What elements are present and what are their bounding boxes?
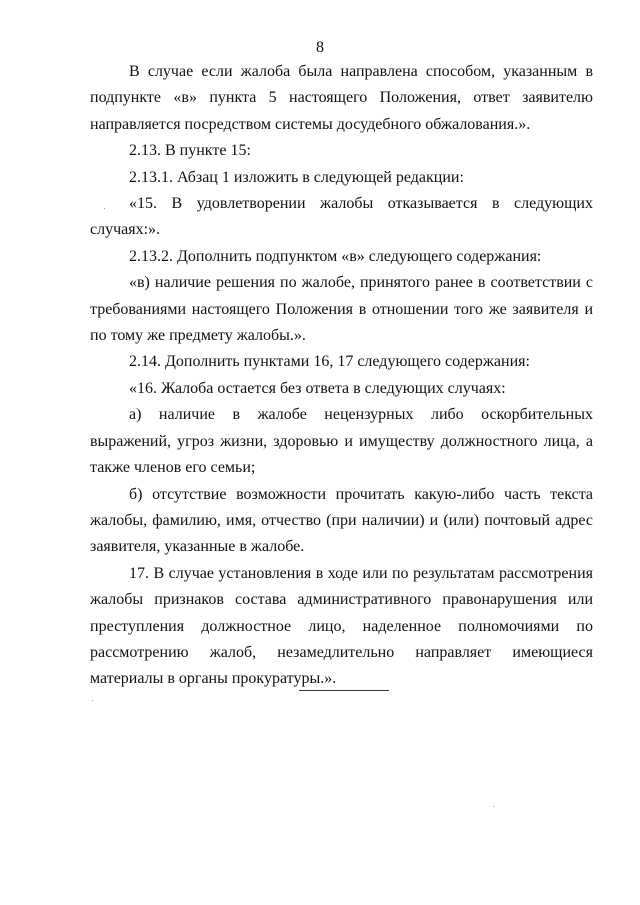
paragraph-subitem-b: б) отсутствие возможности прочитать какую-либо часть текста жалобы, фамилию, имя, отчество (при наличии) и (или) почтовый адрес заявителя, указанные в жалобе. <box>90 485 593 556</box>
end-of-text-rule <box>299 690 389 691</box>
paragraph-item-17: 17. В случае установления в ходе или по результатам рассмотрения жалобы признаков состава административного правонарушения или преступления должностное лицо, наделенное полномочиями по рассмотрению жалоб, незамедлительно направляет имеющиеся материалы в органы прокуратуры.». <box>90 564 593 688</box>
scan-speck <box>493 806 494 807</box>
paragraph-subitem-a: а) наличие в жалобе нецензурных либо оскорбительных выражений, угроз жизни, здоровью и имуществу должностного лица, а также членов его семьи; <box>90 406 593 477</box>
paragraph-2-13-2: 2.13.2. Дополнить подпунктом «в» следующего содержания: <box>129 247 542 265</box>
paragraph-2-13: 2.13. В пункте 15: <box>129 142 251 160</box>
paragraph-subitem-v: «в) наличие решения по жалобе, принятого ранее в соответствии с требованиями настоящего Положения в отношении того же заявителя и по тому же предмету жалобы.». <box>90 274 593 345</box>
paragraph-response-method: В случае если жалоба была направлена способом, указанным в подпункте «в» пункта 5 настоящего Положения, ответ заявителю направляется посредством системы досудебного обжалования.». <box>90 63 593 133</box>
scan-speck <box>92 700 93 701</box>
paragraph-2-13-1: 2.13.1. Абзац 1 изложить в следующей редакции: <box>129 168 464 186</box>
page-number: 8 <box>316 39 324 56</box>
scan-speck <box>104 208 105 209</box>
paragraph-2-14: 2.14. Дополнить пунктами 16, 17 следующего содержания: <box>129 353 530 371</box>
paragraph-item-16: «16. Жалоба остается без ответа в следующих случаях: <box>129 379 506 397</box>
paragraph-item-15: «15. В удовлетворении жалобы отказывается в следующих случаях:». <box>90 195 593 239</box>
document-body <box>90 59 593 693</box>
